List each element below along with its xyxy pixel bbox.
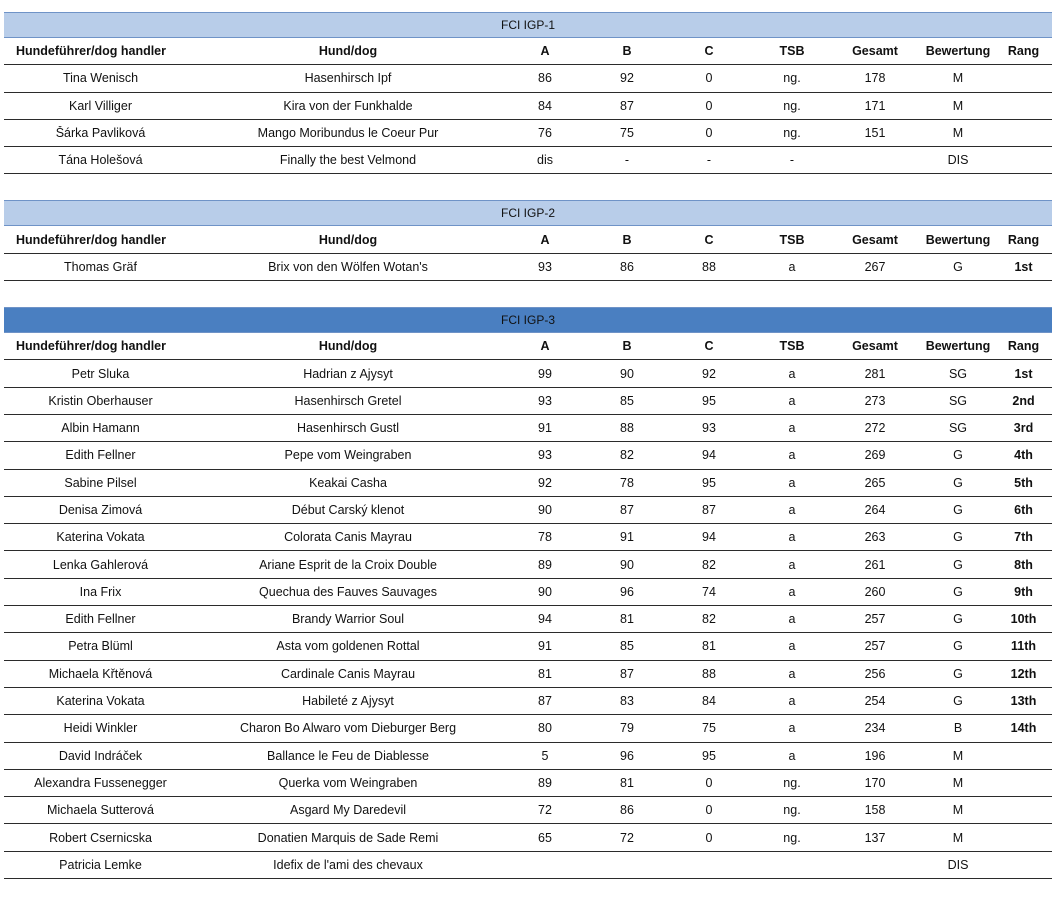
cell-bewertung: G	[953, 448, 963, 463]
cell-b: 82	[620, 448, 634, 463]
table-row	[4, 120, 1052, 147]
cell-dog: Charon Bo Alwaro vom Dieburger Berg	[239, 721, 457, 736]
cell-b: 87	[620, 98, 634, 113]
cell-gesamt: 178	[864, 71, 886, 86]
cell-handler: Thomas Gräf	[64, 259, 137, 274]
column-header-dog: Hund/dog	[318, 339, 378, 354]
cell-rang: 5th	[1014, 475, 1033, 490]
table-row	[4, 551, 1052, 578]
cell-tsb: a	[788, 503, 796, 517]
cell-a: 89	[538, 775, 552, 790]
table-row	[4, 824, 1052, 851]
cell-handler: Michaela Křtěnová	[48, 666, 153, 681]
cell-a: 91	[538, 639, 552, 654]
cell-c: 94	[702, 530, 716, 545]
cell-tsb: a	[788, 694, 796, 709]
cell-rang: 11th	[1010, 639, 1036, 654]
cell-a: 81	[538, 666, 552, 681]
cell-b: 96	[620, 748, 634, 763]
cell-handler: Katerina Vokata	[56, 530, 145, 545]
cell-rang: 2nd	[1012, 393, 1035, 408]
table-row	[4, 661, 1052, 688]
cell-bewertung: M	[952, 803, 964, 818]
cell-dog: Asgard My Daredevil	[289, 803, 406, 818]
cell-b: 87	[620, 666, 634, 681]
cell-handler: David Indráček	[58, 748, 143, 763]
column-header-b: B	[622, 339, 632, 354]
cell-gesamt: 234	[864, 721, 886, 736]
cell-b: 86	[620, 259, 634, 274]
cell-handler: Kristin Oberhauser	[48, 393, 153, 408]
cell-handler: Petra Blüml	[68, 639, 133, 654]
cell-dog: Cardinale Canis Mayrau	[280, 666, 416, 681]
cell-tsb: a	[788, 366, 796, 381]
cell-c: 82	[702, 612, 716, 627]
cell-tsb: a	[788, 748, 796, 763]
cell-handler: Karl Villiger	[69, 98, 132, 113]
cell-c: 92	[702, 366, 716, 381]
cell-rang: 3rd	[1013, 421, 1034, 436]
table-row	[4, 415, 1052, 442]
cell-handler: Alexandra Fussenegger	[34, 775, 167, 790]
cell-bewertung: G	[953, 259, 963, 274]
cell-c: 0	[705, 126, 713, 141]
cell-gesamt: 257	[864, 612, 886, 627]
cell-c: 95	[702, 475, 716, 490]
cell-a: 86	[538, 71, 552, 86]
cell-rang: 4th	[1014, 448, 1033, 463]
cell-tsb: a	[788, 475, 796, 490]
cell-c: 93	[702, 421, 716, 436]
table-row	[4, 497, 1052, 524]
class-title-banner: FCI IGP-1	[4, 12, 1052, 38]
cell-tsb: ng.	[783, 803, 801, 818]
column-header-gesamt: Gesamt	[852, 339, 898, 354]
cell-c: 87	[702, 503, 716, 517]
column-header-tsb: TSB	[779, 339, 805, 354]
cell-c: 84	[702, 694, 716, 709]
cell-gesamt: 254	[864, 694, 886, 709]
column-header-c: C	[704, 339, 714, 354]
cell-a: 65	[538, 830, 552, 845]
cell-c: 81	[702, 639, 716, 654]
cell-dog: Pepe vom Weingraben	[284, 448, 412, 463]
cell-tsb: a	[788, 666, 796, 681]
cell-tsb: ng.	[783, 830, 801, 845]
cell-handler: Tina Wenisch	[62, 71, 139, 86]
cell-handler: Šárka Pavliková	[55, 126, 146, 141]
cell-gesamt: 272	[864, 421, 886, 436]
cell-rang: 7th	[1014, 530, 1033, 545]
column-header-bewertung: Bewertung	[925, 44, 991, 59]
cell-c: 0	[705, 830, 713, 845]
cell-tsb: ng.	[783, 98, 801, 113]
cell-rang: 13th	[1010, 694, 1037, 709]
column-header-tsb: TSB	[779, 44, 805, 59]
cell-rang: 6th	[1014, 503, 1033, 517]
cell-c: 74	[702, 584, 716, 599]
column-header-dog: Hund/dog	[318, 44, 378, 59]
column-header-rang: Rang	[1007, 339, 1040, 354]
table-row	[4, 770, 1052, 797]
cell-handler: Robert Csernicska	[49, 830, 152, 845]
table-row	[4, 254, 1052, 281]
cell-gesamt: 257	[864, 639, 886, 654]
results-table-section	[4, 307, 1052, 879]
cell-handler: Denisa Zimová	[58, 503, 143, 517]
table-row	[4, 360, 1052, 387]
cell-b: 91	[620, 530, 634, 545]
cell-c: 75	[702, 721, 716, 736]
cell-tsb: a	[788, 393, 796, 408]
cell-dog: Hasenhirsch Gustl	[296, 421, 400, 436]
cell-dog: Ballance le Feu de Diablesse	[267, 748, 429, 763]
cell-dog: Kira von der Funkhalde	[283, 98, 413, 113]
cell-dog: Hasenhirsch Gretel	[294, 393, 402, 408]
cell-rang: 14th	[1010, 721, 1037, 736]
cell-bewertung: M	[952, 775, 964, 790]
cell-dog: Donatien Marquis de Sade Remi	[257, 830, 439, 845]
results-table-section	[4, 200, 1052, 281]
cell-b: 85	[620, 639, 634, 654]
column-header-handler: Hundeführer/dog handler	[16, 339, 166, 354]
cell-tsb: -	[789, 153, 795, 168]
cell-c: 94	[702, 448, 716, 463]
cell-b: 86	[620, 803, 634, 818]
cell-rang: 9th	[1014, 584, 1033, 599]
column-header-tsb: TSB	[779, 232, 805, 247]
cell-bewertung: M	[952, 98, 964, 113]
cell-handler: Sabine Pilsel	[64, 475, 137, 490]
cell-handler: Lenka Gahlerová	[52, 557, 149, 572]
cell-c: 0	[705, 775, 713, 790]
cell-dog: Hadrian z Ajysyt	[303, 366, 393, 381]
cell-c: 82	[702, 557, 716, 572]
cell-gesamt: 264	[864, 503, 886, 517]
cell-handler: Ina Frix	[79, 584, 122, 599]
cell-bewertung: G	[953, 666, 963, 681]
table-row	[4, 65, 1052, 92]
cell-tsb: a	[788, 448, 796, 463]
cell-gesamt: 263	[864, 530, 886, 545]
cell-handler: Katerina Vokata	[56, 694, 145, 709]
cell-a: 94	[538, 612, 552, 627]
cell-a: 5	[541, 748, 549, 763]
cell-gesamt: 170	[864, 775, 886, 790]
cell-bewertung: G	[953, 503, 963, 517]
cell-tsb: a	[788, 557, 796, 572]
table-row	[4, 715, 1052, 742]
table-row	[4, 470, 1052, 497]
column-header-bewertung: Bewertung	[925, 232, 991, 247]
cell-dog: Habileté z Ajysyt	[302, 694, 394, 709]
cell-b: 75	[620, 126, 634, 141]
cell-bewertung: M	[952, 748, 964, 763]
class-title-banner: FCI IGP-2	[4, 200, 1052, 226]
cell-b: 83	[620, 694, 634, 709]
cell-dog: Idefix de l'ami des chevaux	[273, 857, 423, 872]
column-header-a: A	[540, 232, 550, 247]
cell-gesamt: 158	[864, 803, 886, 818]
cell-dog: Querka vom Weingraben	[278, 775, 418, 790]
cell-tsb: ng.	[783, 71, 801, 86]
cell-dog: Mango Moribundus le Coeur Pur	[257, 126, 439, 141]
cell-c: 95	[702, 748, 716, 763]
cell-b: 85	[620, 393, 634, 408]
cell-a: 78	[538, 530, 552, 545]
cell-tsb: ng.	[783, 775, 801, 790]
cell-tsb: a	[788, 259, 796, 274]
table-row	[4, 147, 1052, 174]
cell-bewertung: DIS	[947, 857, 969, 872]
cell-gesamt: 137	[864, 830, 886, 845]
cell-bewertung: M	[952, 830, 964, 845]
table-row	[4, 579, 1052, 606]
column-header-a: A	[540, 339, 550, 354]
column-header-b: B	[622, 232, 632, 247]
cell-dog: Brix von den Wölfen Wotan's	[268, 259, 428, 274]
cell-bewertung: SG	[948, 421, 968, 436]
column-header-rang: Rang	[1007, 232, 1040, 247]
cell-tsb: ng.	[783, 126, 801, 141]
table-row	[4, 743, 1052, 770]
cell-b: 79	[620, 721, 634, 736]
cell-a: 76	[538, 126, 552, 141]
column-header-c: C	[704, 232, 714, 247]
cell-a: 87	[538, 694, 552, 709]
cell-b: 88	[620, 421, 634, 436]
column-header-c: C	[704, 44, 714, 59]
column-header-handler: Hundeführer/dog handler	[16, 44, 166, 59]
cell-c: 95	[702, 393, 716, 408]
cell-gesamt: 281	[864, 366, 886, 381]
cell-b: 72	[620, 830, 634, 845]
cell-b: 81	[620, 775, 634, 790]
cell-handler: Michaela Sutterová	[46, 803, 154, 818]
cell-c: 0	[705, 71, 713, 86]
cell-bewertung: SG	[948, 366, 968, 381]
column-header-bewertung: Bewertung	[925, 339, 991, 354]
cell-handler: Albin Hamann	[61, 421, 140, 436]
column-header-dog: Hund/dog	[318, 232, 378, 247]
cell-handler: Tána Holešová	[58, 153, 143, 168]
cell-a: 89	[538, 557, 552, 572]
cell-a: 90	[538, 503, 552, 517]
cell-bewertung: G	[953, 612, 963, 627]
cell-gesamt: 196	[864, 748, 886, 763]
cell-bewertung: G	[953, 475, 963, 490]
cell-rang: 10th	[1010, 612, 1037, 627]
cell-a: 93	[538, 393, 552, 408]
cell-bewertung: M	[952, 126, 964, 141]
cell-bewertung: G	[953, 639, 963, 654]
table-header-row	[4, 333, 1052, 360]
cell-b: 90	[620, 557, 634, 572]
table-row	[4, 606, 1052, 633]
cell-bewertung: DIS	[947, 153, 969, 168]
column-header-b: B	[622, 44, 632, 59]
cell-gesamt: 261	[864, 557, 886, 572]
cell-gesamt: 151	[864, 126, 886, 141]
class-title-banner: FCI IGP-3	[4, 307, 1052, 333]
cell-c: 88	[702, 666, 716, 681]
cell-bewertung: G	[953, 557, 963, 572]
cell-dog: Keakai Casha	[309, 475, 387, 490]
column-header-a: A	[540, 44, 550, 59]
cell-b: -	[624, 153, 630, 168]
table-header-row	[4, 226, 1052, 253]
cell-b: 78	[620, 475, 634, 490]
results-table-section	[4, 12, 1052, 174]
cell-tsb: a	[788, 584, 796, 599]
table-row	[4, 524, 1052, 551]
cell-b: 87	[620, 503, 634, 517]
cell-gesamt: 273	[864, 393, 886, 408]
cell-tsb: a	[788, 639, 796, 654]
cell-handler: Heidi Winkler	[63, 721, 138, 736]
column-header-gesamt: Gesamt	[852, 232, 898, 247]
cell-gesamt: 269	[864, 448, 886, 463]
cell-b: 92	[620, 71, 634, 86]
cell-a: 93	[538, 448, 552, 463]
cell-c: 0	[705, 98, 713, 113]
table-row	[4, 797, 1052, 824]
cell-a: 99	[538, 366, 552, 381]
cell-tsb: a	[788, 530, 796, 545]
cell-a: 91	[538, 421, 552, 436]
table-row	[4, 852, 1052, 879]
cell-b: 81	[620, 612, 634, 627]
table-header-row	[4, 38, 1052, 65]
cell-dog: Hasenhirsch Ipf	[304, 71, 392, 86]
cell-rang: 8th	[1014, 557, 1033, 572]
cell-dog: Début Carský klenot	[291, 503, 405, 517]
cell-a: dis	[537, 153, 553, 168]
table-row	[4, 93, 1052, 120]
cell-dog: Ariane Esprit de la Croix Double	[259, 557, 437, 572]
cell-a: 72	[538, 803, 552, 818]
column-header-rang: Rang	[1007, 44, 1040, 59]
cell-tsb: a	[788, 721, 796, 736]
cell-dog: Brandy Warrior Soul	[291, 612, 405, 627]
cell-dog: Colorata Canis Mayrau	[284, 530, 412, 545]
table-row	[4, 688, 1052, 715]
cell-dog: Asta vom goldenen Rottal	[276, 639, 420, 654]
table-row	[4, 442, 1052, 469]
cell-bewertung: G	[953, 694, 963, 709]
cell-dog: Quechua des Fauves Sauvages	[259, 584, 437, 599]
cell-tsb: a	[788, 421, 796, 436]
cell-gesamt: 265	[864, 475, 886, 490]
cell-a: 80	[538, 721, 552, 736]
column-header-handler: Hundeführer/dog handler	[16, 232, 166, 247]
cell-rang: 12th	[1010, 666, 1037, 681]
cell-handler: Edith Fellner	[65, 448, 136, 463]
cell-tsb: a	[788, 612, 796, 627]
cell-b: 90	[620, 366, 634, 381]
cell-dog: Finally the best Velmond	[279, 153, 417, 168]
cell-handler: Petr Sluka	[71, 366, 130, 381]
cell-c: 0	[705, 803, 713, 818]
cell-a: 92	[538, 475, 552, 490]
cell-handler: Edith Fellner	[65, 612, 136, 627]
cell-bewertung: G	[953, 530, 963, 545]
cell-c: 88	[702, 259, 716, 274]
cell-bewertung: M	[952, 71, 964, 86]
cell-gesamt: 256	[864, 666, 886, 681]
cell-a: 84	[538, 98, 552, 113]
cell-bewertung: SG	[948, 393, 968, 408]
table-row	[4, 388, 1052, 415]
cell-handler: Patricia Lemke	[59, 857, 142, 872]
results-sheet	[4, 12, 1052, 905]
column-header-gesamt: Gesamt	[852, 44, 898, 59]
cell-gesamt: 171	[864, 98, 886, 113]
cell-rang: 1st	[1014, 366, 1033, 381]
cell-rang: 1st	[1014, 259, 1033, 274]
cell-b: 96	[620, 584, 634, 599]
cell-a: 93	[538, 259, 552, 274]
cell-bewertung: G	[953, 584, 963, 599]
cell-a: 90	[538, 584, 552, 599]
cell-gesamt: 267	[864, 259, 886, 274]
table-row	[4, 633, 1052, 660]
cell-gesamt: 260	[864, 584, 886, 599]
cell-bewertung: B	[953, 721, 963, 736]
cell-c: -	[706, 153, 712, 168]
